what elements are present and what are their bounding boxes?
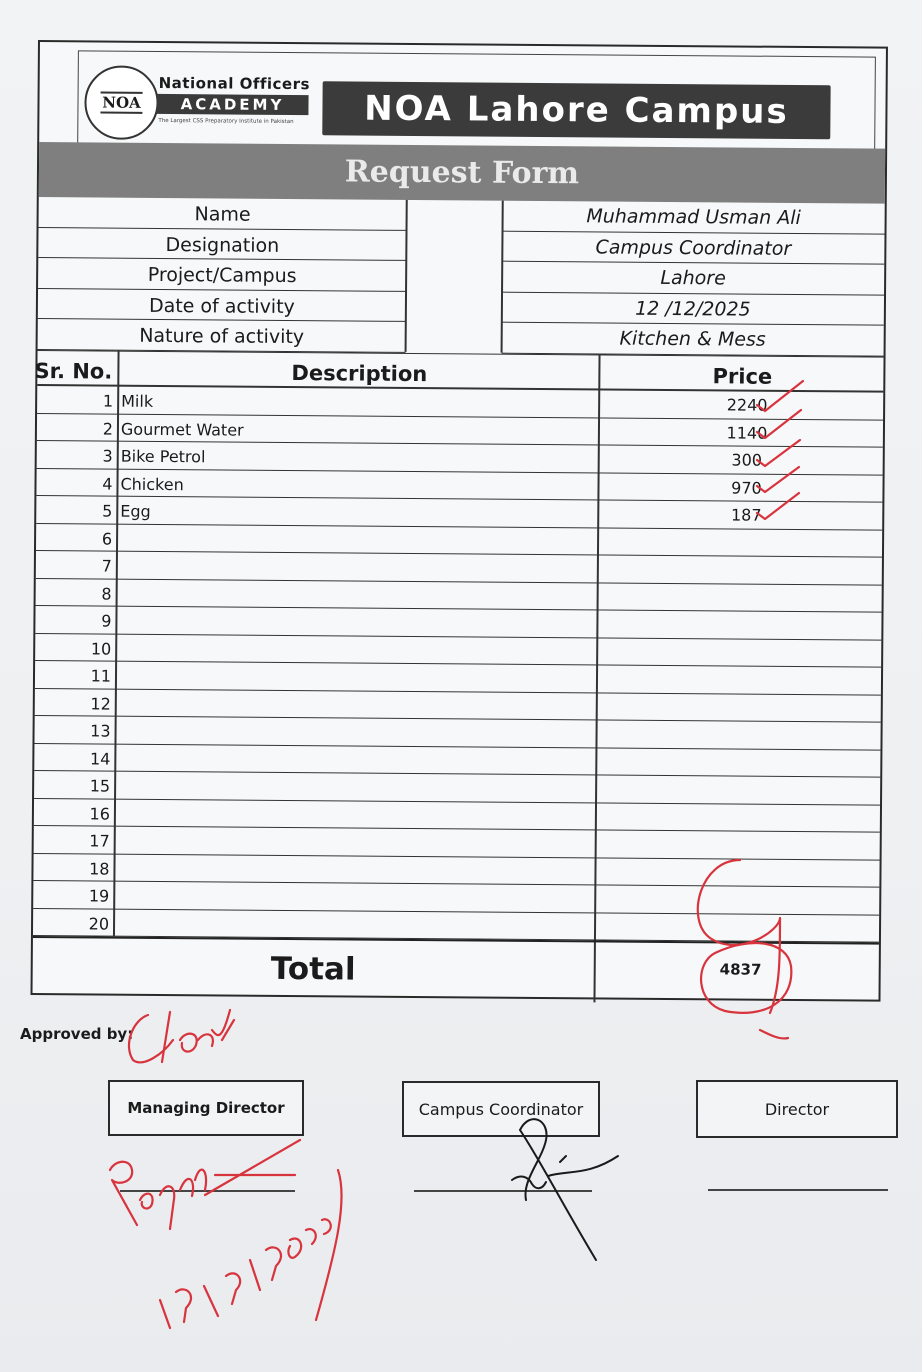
row-price	[694, 831, 794, 832]
org-name: National Officers	[158, 73, 311, 94]
info-label: Designation	[38, 228, 406, 261]
row-number: 7	[101, 556, 112, 576]
campus-coordinator-box: Campus Coordinator	[402, 1081, 600, 1137]
row-price	[696, 611, 796, 612]
row-number: 15	[89, 776, 111, 796]
row-number: 8	[101, 584, 112, 604]
row-price	[693, 886, 793, 887]
md-signature	[110, 1140, 300, 1229]
row-number: 13	[90, 721, 111, 741]
total-tail	[760, 1030, 788, 1038]
row-price: 187	[730, 505, 762, 525]
row-price	[694, 804, 794, 805]
info-value: Kitchen & Mess	[502, 323, 884, 356]
info-label: Nature of activity	[38, 319, 406, 352]
row-number: 4	[102, 474, 113, 494]
total-row	[33, 936, 879, 1001]
row-price	[695, 639, 795, 640]
row-number: 19	[88, 886, 110, 906]
approved-by-label: Approved by:	[20, 1025, 134, 1043]
row-number: 18	[89, 858, 110, 879]
col-header-description: Description	[291, 361, 428, 387]
row-price: 2240	[726, 395, 768, 415]
row-price	[693, 914, 793, 915]
row-description: Bike Petrol	[120, 446, 206, 467]
info-value: Lahore	[502, 262, 884, 295]
row-number: 5	[102, 501, 113, 521]
table-body	[33, 386, 883, 943]
row-price	[696, 529, 796, 530]
row-description: Gourmet Water	[120, 419, 244, 440]
row-price	[694, 776, 794, 777]
row-price	[694, 749, 794, 750]
org-tagline: The Largest CSS Preparatory Institute in Pakistan	[158, 117, 294, 126]
row-price	[695, 694, 795, 695]
info-section	[38, 197, 885, 356]
logo-monogram: NOA	[100, 91, 143, 113]
row-number: 17	[89, 831, 110, 851]
campus-title: NOA Lahore Campus	[322, 81, 830, 139]
row-number: 9	[101, 611, 112, 631]
info-label: Date of activity	[38, 289, 406, 322]
row-number: 16	[89, 803, 111, 824]
row-number: 6	[101, 529, 113, 549]
info-label: Project/Campus	[38, 258, 406, 291]
row-price	[696, 556, 796, 557]
row-description: Milk	[121, 391, 154, 411]
info-value: Campus Coordinator	[502, 231, 884, 264]
org-subname: ACADEMY	[156, 94, 308, 115]
managing-director-box: Managing Director	[108, 1080, 304, 1136]
row-price: 300	[731, 450, 763, 470]
info-label: Name	[39, 197, 407, 230]
row-number: 2	[102, 419, 114, 439]
row-number: 10	[90, 638, 112, 659]
row-number: 1	[102, 391, 114, 411]
total-value: 4837	[719, 960, 762, 979]
row-price	[696, 584, 796, 585]
row-price: 1140	[726, 422, 768, 443]
info-value: 12 /12/2025	[502, 292, 884, 325]
col-header-sr: Sr. No.	[34, 358, 113, 384]
row-number: 3	[102, 446, 113, 466]
row-number: 11	[90, 666, 112, 686]
request-form	[30, 40, 887, 1002]
row-price	[695, 721, 795, 722]
items-table	[33, 350, 884, 943]
row-price	[695, 666, 795, 667]
total-label: Total	[270, 950, 356, 988]
signature-line	[414, 1190, 592, 1192]
row-number: 20	[88, 913, 110, 934]
row-description: Chicken	[120, 474, 184, 494]
signature-line	[708, 1189, 888, 1191]
row-number: 12	[90, 693, 111, 714]
col-header-price: Price	[712, 364, 773, 389]
approved-signature	[129, 1010, 234, 1062]
academy-logo	[84, 65, 159, 140]
row-description: Egg	[120, 501, 151, 521]
row-price	[694, 859, 794, 860]
director-box: Director	[696, 1080, 898, 1138]
info-value: Muhammad Usman Ali	[503, 201, 885, 234]
signature-line	[120, 1190, 295, 1192]
row-price: 970	[731, 477, 762, 498]
md-date	[160, 1170, 342, 1328]
form-title: Request Form	[39, 142, 885, 204]
row-number: 14	[89, 748, 111, 769]
